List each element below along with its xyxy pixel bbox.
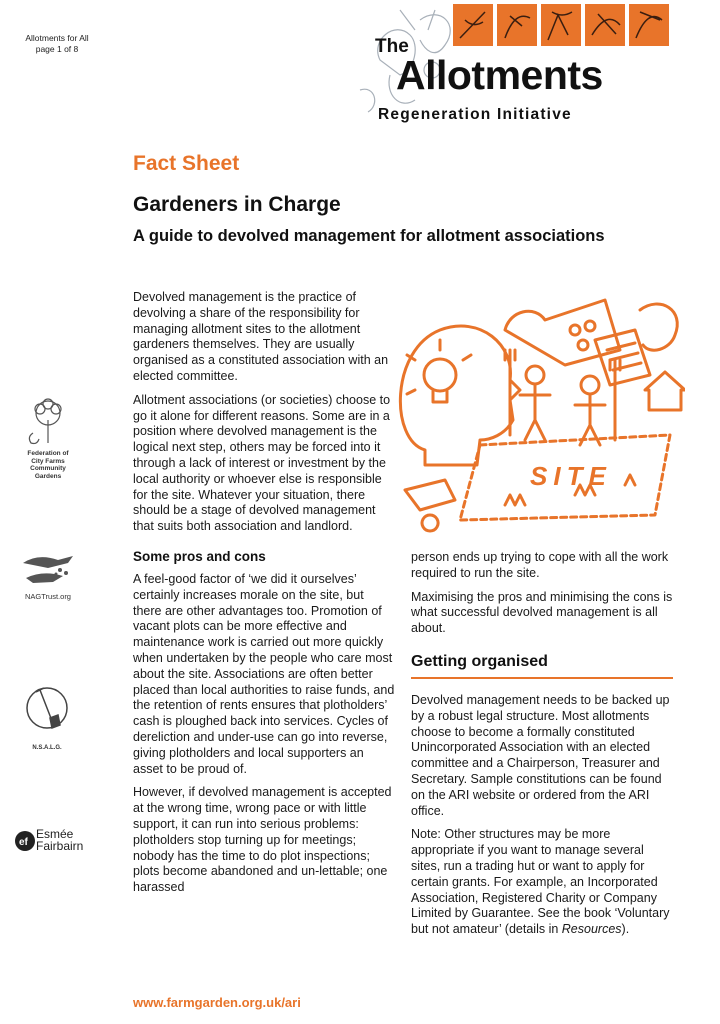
intro-paragraph-2: Allotment associations (or societies) choose to go it alone for different reasons. Some are in a position where devolved management is the logical next step, others may be forced into it through a lack of interest or investment by the local authority or whoever else is responsible for the site. Whatever your situation, there should be a stage of devolved management that suits both association and landlord. xyxy=(133,392,391,534)
site-label: SITE xyxy=(530,461,612,491)
page-title: Gardeners in Charge xyxy=(133,193,341,216)
logo-title: Allotments xyxy=(396,52,603,98)
page-subtitle: A guide to devolved management for allotment associations xyxy=(133,227,605,245)
getting-paragraph-2-text: Note: Other structures may be more appropriate if you want to manage several sites, run a trading hut or want to apply for certain grants. For example, an Incorporated Association, Registered Charity or Company Limited by Guarantee. See the book ‘Voluntary but not amateur’ (details in xyxy=(411,827,670,937)
fact-sheet-label: Fact Sheet xyxy=(133,152,240,175)
left-column xyxy=(133,290,395,896)
esmee-line-2: Fairbairn xyxy=(36,839,84,853)
continued-paragraph-1: person ends up trying to cope with all the work required to run the site. xyxy=(411,550,669,580)
getting-paragraph-2 xyxy=(411,827,673,938)
getting-paragraph-2-end: ). xyxy=(621,922,630,937)
page-number: page 1 of 8 xyxy=(35,44,79,54)
pros-cons-heading: Some pros and cons xyxy=(133,548,266,564)
wheelbarrow-icon xyxy=(405,480,455,531)
esmee-line-1: Esmée xyxy=(36,827,74,841)
federation-logo xyxy=(18,395,78,480)
intro-paragraph-1: Devolved management is the practice of devolving a share of the responsibility for managing allotment sites to the allotment gardeners themselves. They are usually organised as a constituted association with an elected committee. xyxy=(133,290,389,383)
heading-rule xyxy=(411,677,673,679)
tile-2 xyxy=(497,4,537,46)
logo-subtitle: Regeneration Initiative xyxy=(378,106,572,123)
pros-paragraph-2: However, if devolved management is accepted at the wrong time, wrong pace or with little support, it can run into serious problems: plotholders stop turning up for meetings; nobody has the time to do plot inspections; plots become abandoned and un-lettable; one harassed xyxy=(133,785,392,895)
hands-icon xyxy=(18,548,78,588)
logo-the: The xyxy=(375,36,409,57)
nsalg-label: N.S.A.L.G. xyxy=(32,745,62,751)
federation-line-3: Community xyxy=(30,465,66,472)
resources-reference: Resources xyxy=(561,922,622,937)
right-column xyxy=(411,550,673,938)
tree-icon xyxy=(18,395,78,445)
continued-paragraph-2: Maximising the pros and minimising the cons is what successful devolved management is all about. xyxy=(411,589,673,636)
spade-icon xyxy=(22,680,72,740)
header-tiles xyxy=(453,4,669,46)
site-illustration xyxy=(385,290,685,535)
document-name: Allotments for All xyxy=(25,33,89,43)
federation-line-2: City Farms xyxy=(31,457,65,465)
document-header xyxy=(14,33,100,55)
lightbulb-icon xyxy=(424,359,456,391)
house-icon xyxy=(645,372,685,410)
svg-text:ef: ef xyxy=(19,837,28,848)
getting-paragraph-1: Devolved management needs to be backed up by a robust legal structure. Most allotments choose to become a formally constituted Unincorporated Association with an elected committee and a Chairperson, Treasurer and Secretary. Sample constitutions can be found on the ARI website or ordered from the ARI office. xyxy=(411,692,670,818)
footer-url[interactable]: www.farmgarden.org.uk/ari xyxy=(133,995,301,1010)
nag-label: NAGTrust.org xyxy=(25,592,71,601)
tile-5 xyxy=(629,4,669,46)
ef-badge-icon xyxy=(14,830,36,852)
pros-paragraph-1: A feel-good factor of ‘we did it ourselves’ certainly increases morale on the site, but there are other advantages too. Promotion of vacant plots can be more effective and maintenance work is carried out more quickly when undertaken by the people who care most about the site. Associations are often better placed than local authorities to raise funds, and the retention of rents ensures that plotholders’ cash is ploughed back into services. Cycles of dereliction and under-use can go into reverse, giving plotholders and local supporters an asset to be proud of. xyxy=(133,571,395,776)
nag-logo xyxy=(18,548,78,601)
tile-3 xyxy=(541,4,581,46)
federation-line-1: Federation of xyxy=(27,450,69,457)
getting-organised-heading: Getting organised xyxy=(411,652,548,670)
nsalg-logo xyxy=(22,680,72,753)
federation-line-4: Gardens xyxy=(34,472,62,480)
